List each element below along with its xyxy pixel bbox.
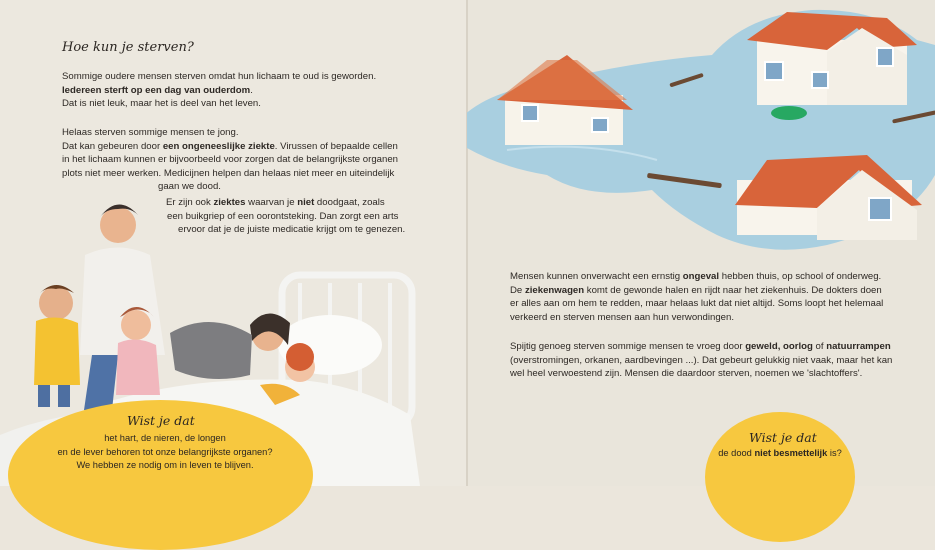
paragraph-accident: Mensen kunnen onverwacht een ernstig ongeval hebben thuis, op school of onderweg. De ziekenwagen komt de gewonde halen en rijdt naar het ziekenhuis. De dokters doen er alles aan om hem te redden, maar helaas lukt dat niet altijd. Soms loopt het helemaal verkeerd en sterven mensen aan hun verwondingen. [510, 271, 884, 323]
paragraph-old-age: Sommige oudere mensen sterven omdat hun lichaam te oud is geworden. Iedereen sterft op een dag van ouderdom. Dat is niet leuk, maar het is deel van het leven. [62, 71, 377, 110]
paragraph-illness: Helaas sterven sommige mensen te jong. Dat kan gebeuren door een ongeneeslijke ziekte. Virussen of bepaalde cellen in het lichaam kunnen er bijvoorbeeld voor zorgen dat de belangrijkste organen plots niet meer werken. Medicijnen helpen dan helaas niet meer en uiteindelijk gaan we dood. [62, 127, 398, 193]
page-title: Hoe kun je sterven? [62, 40, 194, 55]
floating-car-icon [771, 106, 807, 120]
paragraph-curable: Er zijn ook ziektes waarvan je niet doodgaat, zoals een buikgriep of een oorontsteking. Dan zorgt een arts ervoor dat je de juiste medicatie krijgt om te genezen. [166, 197, 406, 236]
bubble-title-right: Wist je dat [749, 430, 817, 445]
bubble-text-organs: het hart, de nieren, de longen en de lever behoren tot onze belangrijkste organen? We hebben ze nodig om in leven te blijven. [57, 433, 273, 470]
bubble-title: Wist je dat [127, 413, 195, 428]
bubble-text-contagious: de dood niet besmettelijk is? [718, 448, 842, 458]
flood-illustration [467, 0, 935, 260]
flooded-house-2 [747, 12, 917, 105]
paragraph-disasters: Spijtig genoeg sterven sommige mensen te vroeg door geweld, oorlog of natuurrampen (overstromingen, orkanen, aardbevingen ...). Dat gebeurt gelukkig niet vaak, maar het kan wel heel verwoestend zijn. Mensen die daardoor sterven, noemen we 'slachtoffers'. [510, 341, 893, 380]
